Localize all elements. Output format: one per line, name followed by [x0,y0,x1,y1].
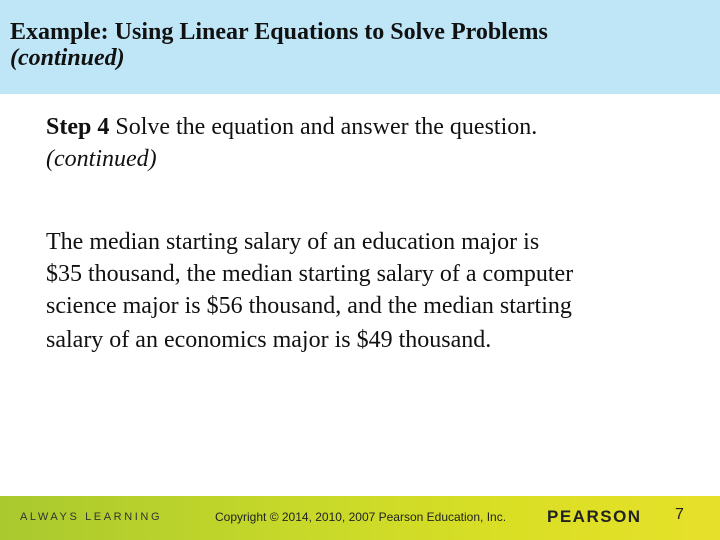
footer-bar [0,496,720,540]
step-label: Step 4 [46,114,110,140]
paragraph-line: salary of an economics major is $49 thousand. [46,327,492,353]
paragraph-line: $35 thousand, the median starting salary of a computer [46,261,574,287]
paragraph-line: science major is $56 thousand, and the median starting [46,293,572,319]
footer-tagline: ALWAYS LEARNING [20,511,163,523]
step-text: Solve the equation and answer the question. [109,114,538,140]
slide-title: Example: Using Linear Equations to Solve Problems [10,19,548,45]
step-heading [46,112,537,142]
pearson-logo: PEARSON [547,507,642,526]
step-continued: (continued) [46,146,157,172]
copyright-notice: Copyright © 2014, 2010, 2007 Pearson Education, Inc. [215,510,507,524]
page-number: 7 [675,506,684,523]
slide-title-continued: (continued) [10,45,125,71]
title-bar [0,0,720,94]
paragraph-line: The median starting salary of an education major is [46,229,540,255]
